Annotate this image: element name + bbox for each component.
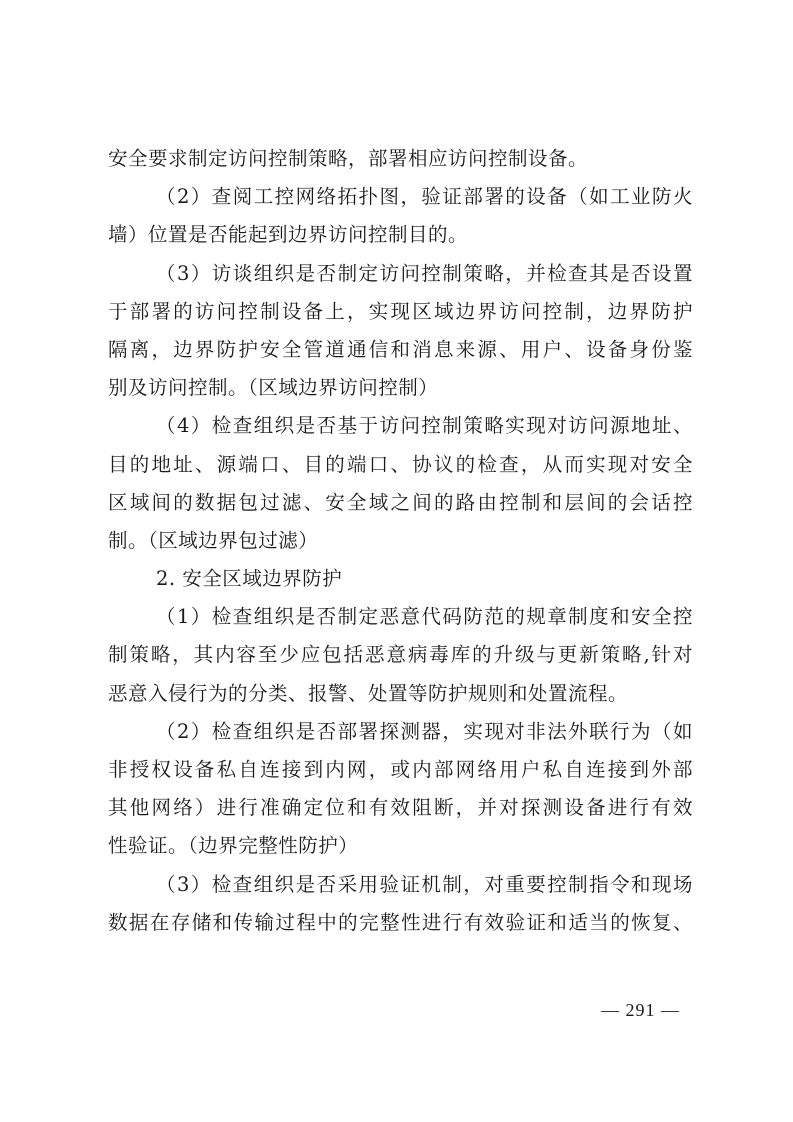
text-line: 安全要求制定访问控制策略，部署相应访问控制设备。: [108, 147, 589, 170]
text-line: 制。（区域边界包过滤）: [108, 528, 319, 552]
text-line: 目的地址、源端口、目的端口、协议的检查，从而实现对安全: [108, 452, 693, 476]
text-line: 区域间的数据包过滤、安全域之间的路由控制和层间的会话控: [108, 490, 693, 514]
text-line: （3）检查组织是否采用验证机制，对重要控制指令和现场: [156, 872, 693, 896]
text-line: 其他网络）进行准确定位和有效阻断，并对探测设备进行有效: [108, 796, 693, 820]
text-line: 数据在存储和传输过程中的完整性进行有效验证和适当的恢复、: [108, 910, 693, 934]
text-line: 2. 安全区域边界防护: [156, 567, 343, 591]
text-line: 墙）位置是否能起到边界访问控制目的。: [108, 223, 469, 247]
text-line: （2）查阅工控网络拓扑图，验证部署的设备（如工业防火: [156, 185, 693, 209]
text-line: 非授权设备私自连接到内网，或内部网络用户私自连接到外部: [108, 758, 693, 781]
text-line: 隔离，边界防护安全管道通信和消息来源、用户、设备身份鉴: [108, 337, 693, 361]
text-line: （2）检查组织是否部署探测器，实现对非法外联行为（如: [156, 719, 693, 743]
text-line: 别及访问控制。（区域边界访问控制）: [108, 376, 439, 400]
text-line: 恶意入侵行为的分类、报警、处置等防护规则和处置流程。: [108, 681, 629, 705]
text-line: 性验证。（边界完整性防护）: [108, 834, 359, 858]
text-line: （1）检查组织是否制定恶意代码防范的规章制度和安全控: [156, 605, 693, 629]
text-line: （4）检查组织是否基于访问控制策略实现对访问源地址、: [156, 414, 693, 438]
text-line: 于部署的访问控制设备上，实现区域边界访问控制，边界防护: [108, 299, 693, 323]
text-line: 制策略，其内容至少应包括恶意病毒库的升级与更新策略,针对: [108, 643, 693, 667]
document-body: [108, 140, 693, 942]
text-line: （3）访谈组织是否制定访问控制策略，并检查其是否设置: [156, 261, 693, 285]
page-number: — 291 —: [601, 1000, 680, 1020]
